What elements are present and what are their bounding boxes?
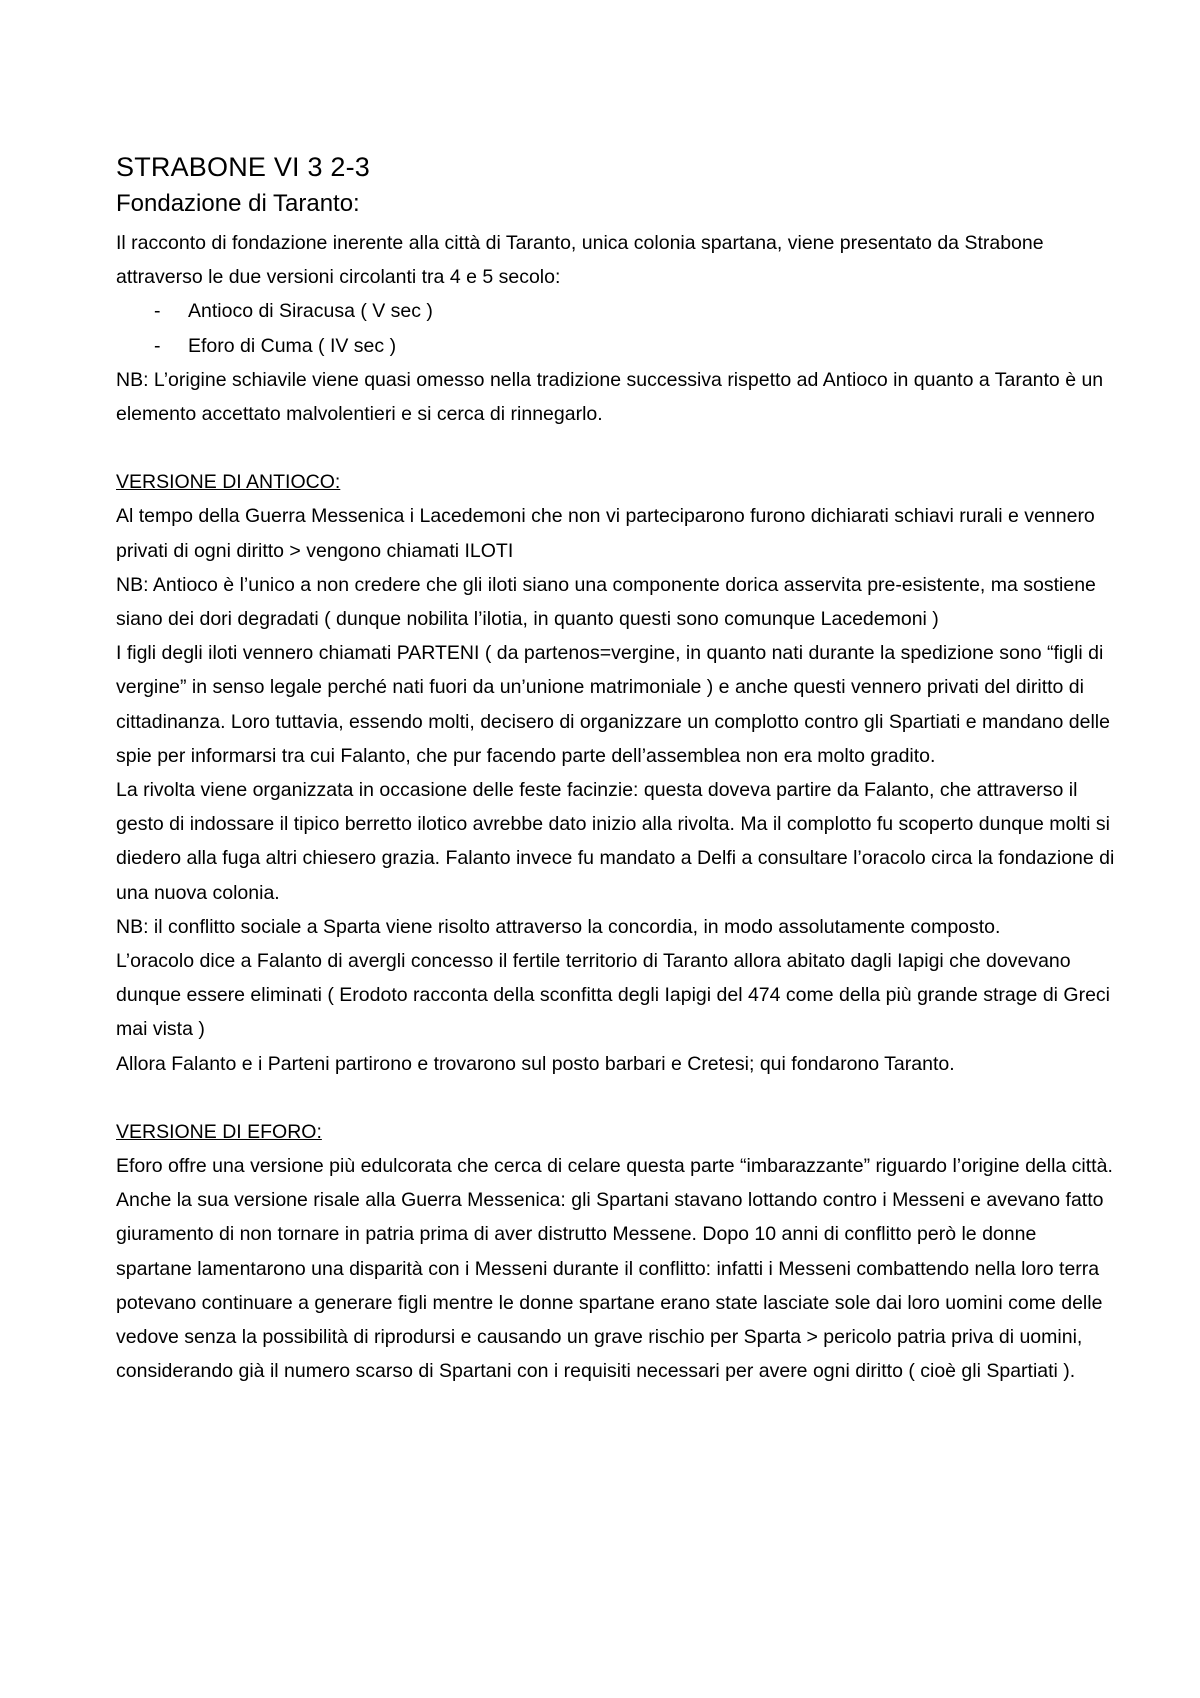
intro-paragraph: Il racconto di fondazione inerente alla città di Taranto, unica colonia spartana, viene presentato da Strabone attraverso le due versioni circolanti tra 4 e 5 secolo: [116, 232, 1044, 289]
paragraph: Al tempo della Guerra Messenica i Lacedemoni che non vi parteciparono furono dichiarati schiavi rurali e vennero privati di ogni diritto > vengono chiamati ILOTI [116, 505, 1095, 562]
sources-list [116, 294, 1116, 362]
paragraph: La rivolta viene organizzata in occasione delle feste facinzie: questa doveva partire da Falanto, che attraverso il gesto di indossare il tipico berretto ilotico avrebbe dato inizio alla rivolta. Ma il complotto fu scoperto dunque molti si diedero alla fuga altri chiesero grazia. Falanto invece fu mandato a Delfi a consultare l’oracolo circa la fondazione di una nuova colonia. [116, 779, 1115, 904]
paragraph: I figli degli iloti vennero chiamati PARTENI ( da partenos=vergine, in quanto nati durante la spedizione sono “figli di vergine” in senso legale perché nati fuori da un’unione matrimoniale ) e anche questi vennero privati del diritto di cittadinanza. Loro tuttavia, essendo molti, decisero di organizzare un complotto contro gli Spartiati e mandano delle spie per informarsi tra cui Falanto, che pur facendo parte dell’assemblea non era molto gradito. [116, 642, 1110, 767]
section-gap [116, 431, 1116, 465]
paragraph: L’oracolo dice a Falanto di avergli concesso il fertile territorio di Taranto allora abitato dagli Iapigi che dovevano dunque essere eliminati ( Erodoto racconta della sconfitta degli Iapigi del 474 come della più grande strage di Greci mai vista ) [116, 950, 1111, 1041]
document-title: STRABONE VI 3 2-3 [116, 152, 370, 182]
section-gap [116, 1081, 1116, 1115]
bullet-dash: - [154, 300, 161, 323]
paragraph: NB: il conflitto sociale a Sparta viene risolto attraverso la concordia, in modo assolutamente composto. [116, 915, 1001, 938]
paragraph: NB: Antioco è l’unico a non credere che gli iloti siano una componente dorica asservita pre-esistente, ma sostiene siano dei dori degradati ( dunque nobilita l’ilotia, in quanto questi sono comunque Lacedemoni ) [116, 573, 1096, 631]
list-item [116, 294, 1116, 328]
paragraph: Anche la sua versione risale alla Guerra Messenica: gli Spartani stavano lottando contro i Messeni e avevano fatto giuramento di non tornare in patria prima di aver distrutto Messene. Dopo 10 anni di conflitto però le donne spartane lamentarono una disparità con i Messeni durante il conflitto: infatti i Messeni combattendo nella loro terra potevano continuare a generare figli mentre le donne spartane erano state lasciate sole dai loro uomini come delle vedove senza la possibilità di riprodursi e causando un grave rischio per Sparta > pericolo patria priva di uomini, considerando già il numero scarso di Spartani con i requisiti necessari per avere ogni diritto ( cioè gli Spartiati ). [116, 1189, 1104, 1383]
section-heading-antioco: VERSIONE DI ANTIOCO: [116, 471, 341, 494]
intro-note: NB: L’origine schiavile viene quasi omesso nella tradizione successiva rispetto ad Antioco in quanto a Taranto è un elemento accettato malvolentieri e si cerca di rinnegarlo. [116, 368, 1104, 426]
paragraph: Allora Falanto e i Parteni partirono e trovarono sul posto barbari e Cretesi; qui fondarono Taranto. [116, 1052, 955, 1075]
source-antioco: Antioco di Siracusa ( V sec ) [188, 300, 433, 323]
document-page [116, 148, 1116, 1389]
document-subtitle: Fondazione di Taranto: [116, 190, 360, 217]
paragraph: Eforo offre una versione più edulcorata che cerca di celare questa parte “imbarazzante” riguardo l’origine della città. [116, 1155, 1113, 1178]
bullet-dash: - [154, 334, 161, 357]
section-heading-eforo: VERSIONE DI EFORO: [116, 1120, 322, 1143]
document-body [116, 226, 1116, 1389]
list-item [116, 329, 1116, 363]
source-eforo: Eforo di Cuma ( IV sec ) [188, 334, 397, 357]
